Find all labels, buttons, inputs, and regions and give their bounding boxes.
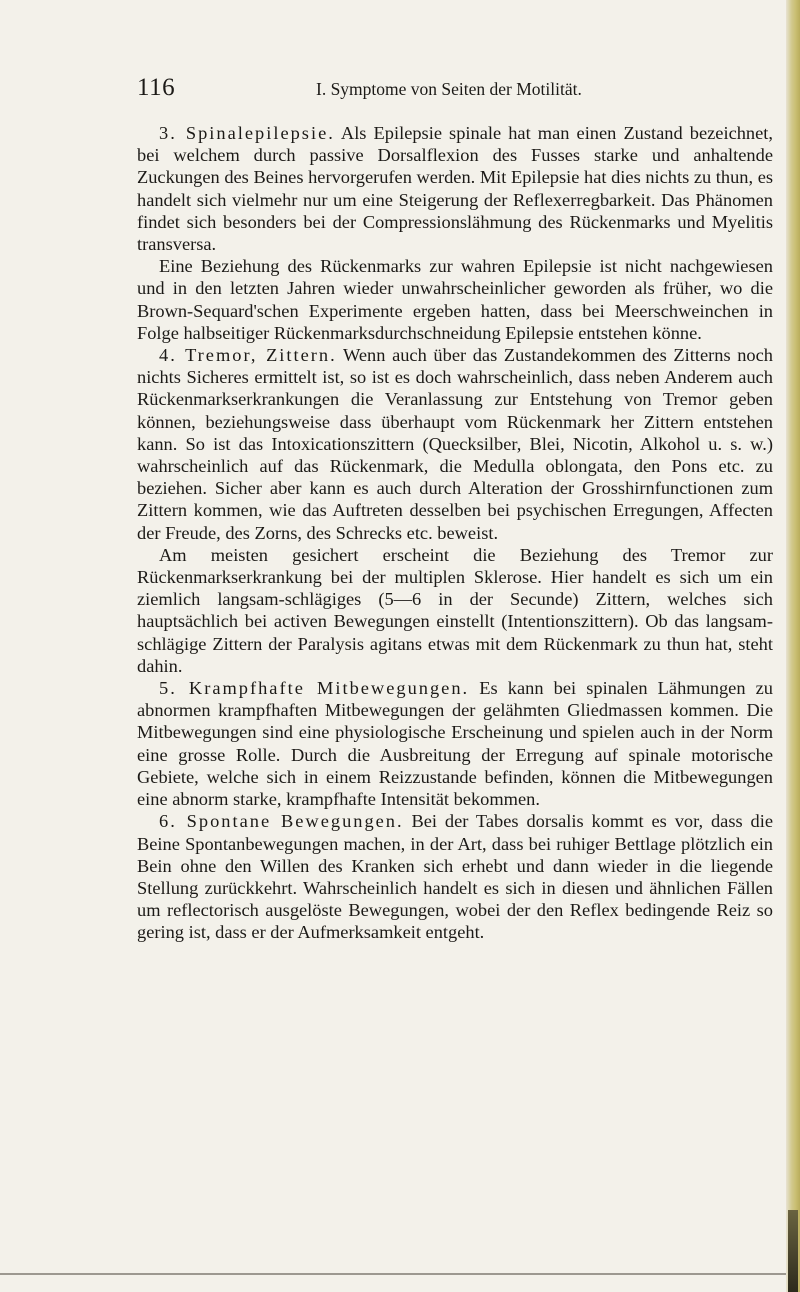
running-title: I. Symptome von Seiten der Motilität.: [316, 79, 582, 99]
paragraph-multiple-sklerose: [137, 544, 773, 677]
section-heading: 3. Spinalepilepsie.: [159, 123, 335, 143]
paragraph-text: Wenn auch über das Zustandekommen des Zitterns noch nichts Sicheres ermittelt ist, so ist es doch wahrscheinlich, dass neben Anderem auch Rückenmarkserkrankungen die Veranlassung zur Entstehung von Tremor geben können, beziehungsweise dass überhaupt vom Rückenmark her Zittern entstehen kann. So ist das Intoxicationszittern (Quecksilber, Blei, Nicotin, Alkohol u. s. w.) wahrscheinlich auf das Rückenmark, die Medulla oblongata, den Pons etc. zu beziehen. Sicher aber kann es auch durch Alteration der Grosshirnfunctionen zum Zittern kommen, wie das Auftreten desselben bei psychischen Erregungen, Affecten der Freude, des Zorns, des Schrecks etc. beweist.: [137, 345, 773, 543]
section-heading: 6. Spontane Bewegungen.: [159, 811, 404, 832]
paragraph-text: Bei der Tabes dorsalis kommt es vor, dass die Beine Spontanbewegungen machen, in der Art, dass bei ruhiger Bettlage plötzlich ein Bein ohne den Willen des Kranken sich erhebt und dann wieder in die liegende Stellung zurückkehrt. Wahrscheinlich handelt es sich in diesen und ähnlichen Fällen um reflectorisch ausgelöste Bewegungen, wobei der den Reflex bedingende Reiz so gering ist, dass er der Aufmerksamkeit entgeht.: [137, 811, 773, 943]
paragraph-tremor: [137, 344, 773, 544]
bottom-rule: [0, 1273, 786, 1275]
page-edge-shadow: [788, 1210, 798, 1292]
section-heading: 5. Krampfhafte Mitbewegungen.: [159, 678, 470, 699]
paragraph-mitbewegungen: [137, 677, 773, 810]
running-head: [0, 74, 800, 104]
paragraph-text: Eine Beziehung des Rückenmarks zur wahren Epilepsie ist nicht nachgewiesen und in den letzten Jahren wieder unwahrscheinlicher geworden als früher, wo die Brown-Sequard'schen Experimente ergeben hatten, dass bei Meerschweinchen in Folge halbseitiger Rückenmarksdurchschneidung Epilepsie entstehen könne.: [137, 256, 773, 343]
page-edge: [786, 0, 800, 1292]
section-heading: 4. Tremor, Zittern.: [159, 345, 337, 366]
paragraph-text: Es kann bei spinalen Lähmungen zu abnormen krampfhaften Mitbewegungen der gelähmten Gliedmassen kommen. Die Mitbewegungen sind eine physiologische Erscheinung und spielen auch in der Norm eine grosse Rolle. Durch die Ausbreitung der Erregung auf spinale motorische Gebiete, welche sich in einem Reizzustande befinden, können die Mitbewegungen eine abnorm starke, krampfhafte Intensität bekommen.: [137, 678, 774, 810]
paragraph-spinalepilepsie: [137, 122, 773, 255]
paragraph-text: Als Epilepsie spinale hat man einen Zustand bezeichnet, bei welchem durch passive Dorsalflexion des Fusses starke und anhaltende Zuckungen des Beines hervorgerufen werden. Mit Epilepsie hat dies nichts zu thun, es handelt sich vielmehr nur um eine Steigerung der Reflexerregbarkeit. Das Phänomen findet sich besonders bei der Compressionslähmung des Rückenmarks und Myelitis transversa.: [137, 123, 774, 255]
paragraph-spontane-bewegungen: [137, 810, 773, 943]
body-text: [137, 122, 773, 944]
page-number: 116: [137, 74, 176, 101]
paragraph-epilepsie-beziehung: [137, 255, 773, 344]
paragraph-text: Am meisten gesichert erscheint die Beziehung des Tremor zur Rückenmarkserkrankung bei der multiplen Sklerose. Hier handelt es sich um ein ziemlich langsam-schlägiges (5—6 in der Secunde) Zittern, welches sich hauptsächlich bei activen Bewegungen einstellt (Intentionszittern). Ob das langsam-schlägige Zittern der Paralysis agitans etwas mit dem Rückenmark zu thun hat, steht dahin.: [137, 544, 773, 676]
